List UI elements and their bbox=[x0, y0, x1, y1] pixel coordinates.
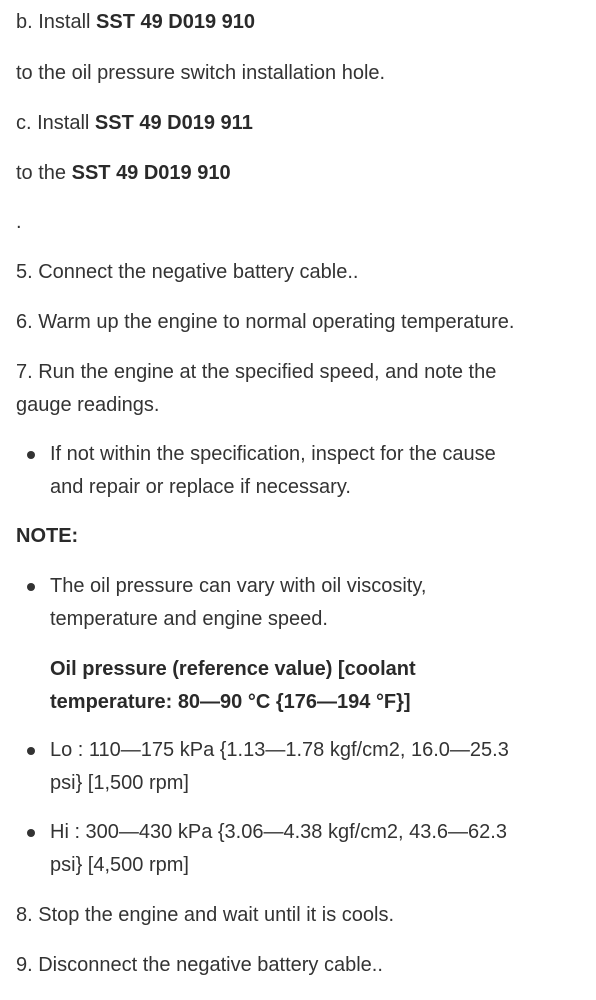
spec-check-line-1: If not within the specification, inspect for the cause bbox=[50, 443, 496, 465]
stray-period: . bbox=[16, 211, 22, 233]
step-7-line-1: 7. Run the engine at the specified speed, and note the bbox=[16, 361, 497, 383]
step-b bbox=[16, 6, 580, 39]
reference-value-heading bbox=[50, 653, 584, 719]
step-6: 6. Warm up the engine to normal operating temperature. bbox=[16, 311, 515, 333]
hi-line-2: psi} [4,500 rpm] bbox=[50, 854, 189, 876]
lo-line-1: Lo : 110—175 kPa {1.13—1.78 kgf/cm2, 16.0—25.3 bbox=[50, 739, 509, 761]
lo-line-2: psi} [1,500 rpm] bbox=[50, 772, 189, 794]
bullet-icon bbox=[27, 451, 35, 459]
step-b-prefix: b. Install bbox=[16, 11, 97, 33]
step-7-line-2: gauge readings. bbox=[16, 394, 160, 416]
step-5: 5. Connect the negative battery cable.. bbox=[16, 261, 359, 283]
step-8: 8. Stop the engine and wait until it is cools. bbox=[16, 904, 395, 926]
hi-line-1: Hi : 300—430 kPa {3.06—4.38 kgf/cm2, 43.6—62.3 bbox=[50, 821, 507, 843]
bullet-icon bbox=[27, 747, 35, 755]
step-b-continuation: to the oil pressure switch installation hole. bbox=[16, 62, 386, 84]
reference-line-1: Oil pressure (reference value) [coolant bbox=[50, 658, 416, 680]
step-c-cont-tool: SST 49 D019 910 bbox=[71, 162, 231, 184]
step-b-tool: SST 49 D019 910 bbox=[96, 11, 256, 33]
step-9: 9. Disconnect the negative battery cable.. bbox=[16, 954, 383, 976]
step-c-tool: SST 49 D019 911 bbox=[94, 112, 253, 134]
viscosity-line-1: The oil pressure can vary with oil viscosity, bbox=[50, 575, 427, 597]
step-c bbox=[16, 107, 580, 140]
bullet-icon bbox=[27, 583, 35, 591]
step-c-cont-prefix: to the bbox=[16, 162, 72, 184]
spec-check-line-2: and repair or replace if necessary. bbox=[50, 476, 351, 498]
note-heading: NOTE: bbox=[16, 525, 79, 547]
bullet-icon bbox=[27, 829, 35, 837]
step-c-continuation bbox=[16, 157, 580, 190]
viscosity-line-2: temperature and engine speed. bbox=[50, 608, 328, 630]
reference-line-2: temperature: 80—90 °C {176—194 °F}] bbox=[50, 691, 411, 713]
step-7 bbox=[16, 356, 580, 422]
step-c-prefix: c. Install bbox=[16, 112, 95, 134]
